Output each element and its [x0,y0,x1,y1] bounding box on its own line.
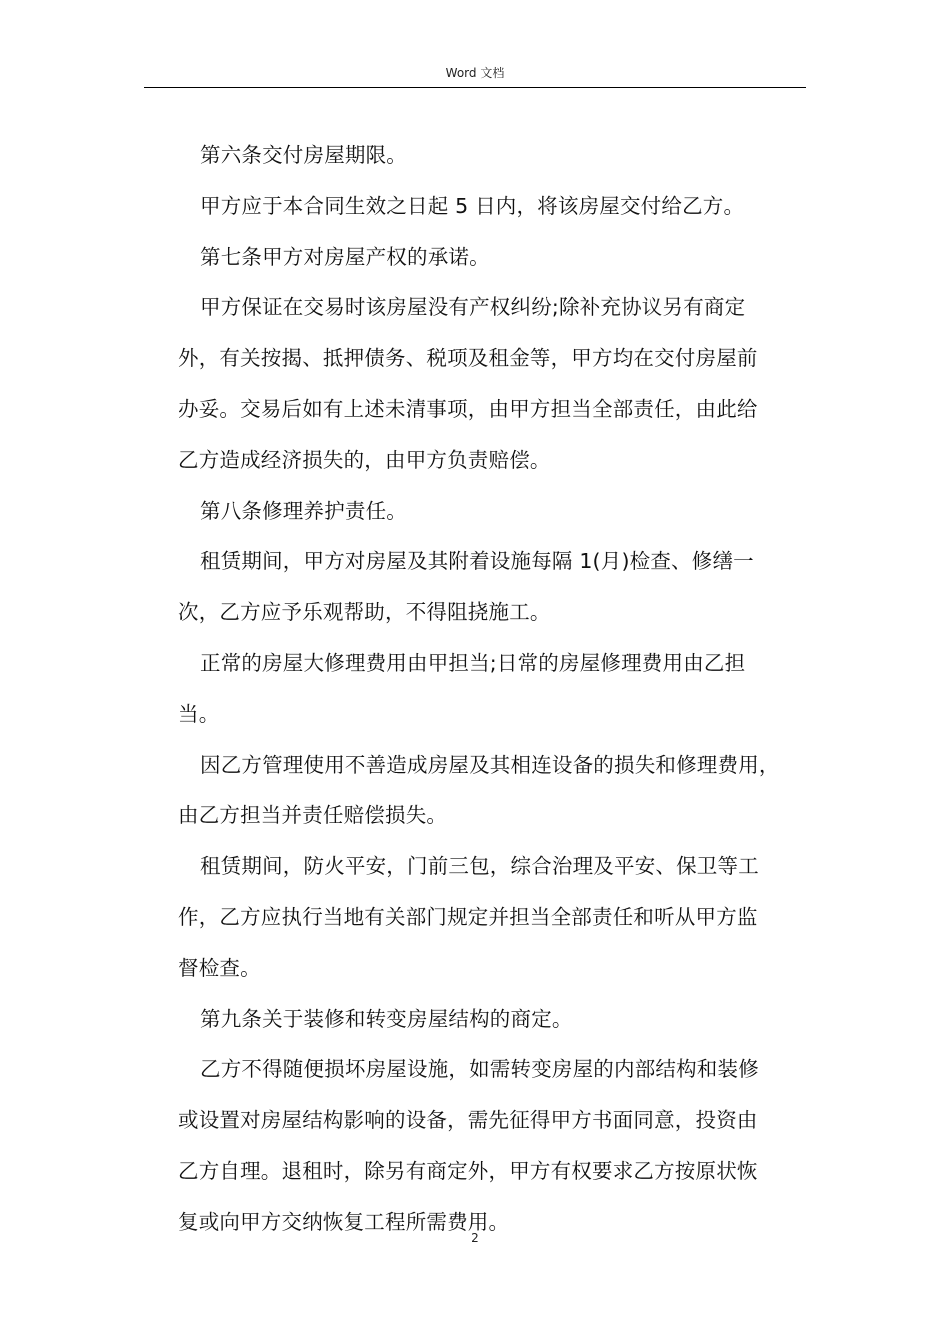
paragraph-repair-costs [178,638,818,740]
paragraph-line: 督检查。 [178,955,261,980]
paragraph-damage-liability [178,740,818,842]
paragraph-line: 由乙方担当并责任赔偿损失。 [178,803,448,828]
paragraph-line: 租赁期间，甲方对房屋及其附着设施每隔 1(月)检查、修缮一 [200,549,754,574]
paragraph-line: 次，乙方应予乐观帮助，不得阻挠施工。 [178,600,551,625]
page-header: Word 文档 [445,66,505,80]
paragraph-line: 复或向甲方交纳恢复工程所需费用。 [178,1209,510,1234]
paragraph-line: 或设置对房屋结构影响的设备，需先征得甲方书面同意，投资由 [178,1108,758,1133]
paragraph-article-9-title [178,994,818,1045]
paragraph-line: 第七条甲方对房屋产权的承诺。 [200,244,490,269]
paragraph-article-8-title [178,486,818,537]
paragraph-line: 正常的房屋大修理费用由甲担当;日常的房屋修理费用由乙担 [200,650,746,675]
page-number: 2 [471,1231,479,1245]
header-rule [144,87,806,88]
paragraph-line: 第九条关于装修和转变房屋结构的商定。 [200,1006,573,1031]
paragraph-line: 甲方保证在交易时该房屋没有产权纠纷;除补充协议另有商定 [200,295,746,320]
paragraph-safety [178,841,818,993]
paragraph-line: 租赁期间，防火平安，门前三包，综合治理及平安、保卫等工 [200,854,759,879]
paragraph-line: 外，有关按揭、抵押债务、税项及租金等，甲方均在交付房屋前 [178,346,758,371]
paragraph-article-7-body [178,282,818,485]
paragraph-article-6-title [178,130,818,181]
paragraph-line: 乙方不得随便损坏房屋设施，如需转变房屋的内部结构和装修 [200,1057,759,1082]
paragraph-article-9-body [178,1044,818,1247]
paragraph-line: 第八条修理养护责任。 [200,498,407,523]
paragraph-article-6-body [178,181,818,232]
paragraph-line: 作，乙方应执行当地有关部门规定并担当全部责任和听从甲方监 [178,904,758,929]
paragraph-line: 乙方造成经济损失的，由甲方负责赔偿。 [178,447,551,472]
paragraph-line: 乙方自理。退租时，除另有商定外，甲方有权要求乙方按原状恢 [178,1158,758,1183]
paragraph-line: 因乙方管理使用不善造成房屋及其相连设备的损失和修理费用， [200,752,780,777]
paragraph-article-7-title [178,232,818,283]
paragraph-line: 第六条交付房屋期限。 [200,143,407,167]
paragraph-line: 当。 [178,701,220,726]
paragraph-line: 甲方应于本合同生效之日起 5 日内，将该房屋交付给乙方。 [200,193,745,218]
paragraph-line: 办妥。交易后如有上述未清事项，由甲方担当全部责任，由此给 [178,396,758,421]
paragraph-inspection [178,536,818,638]
document-body [178,130,818,1248]
